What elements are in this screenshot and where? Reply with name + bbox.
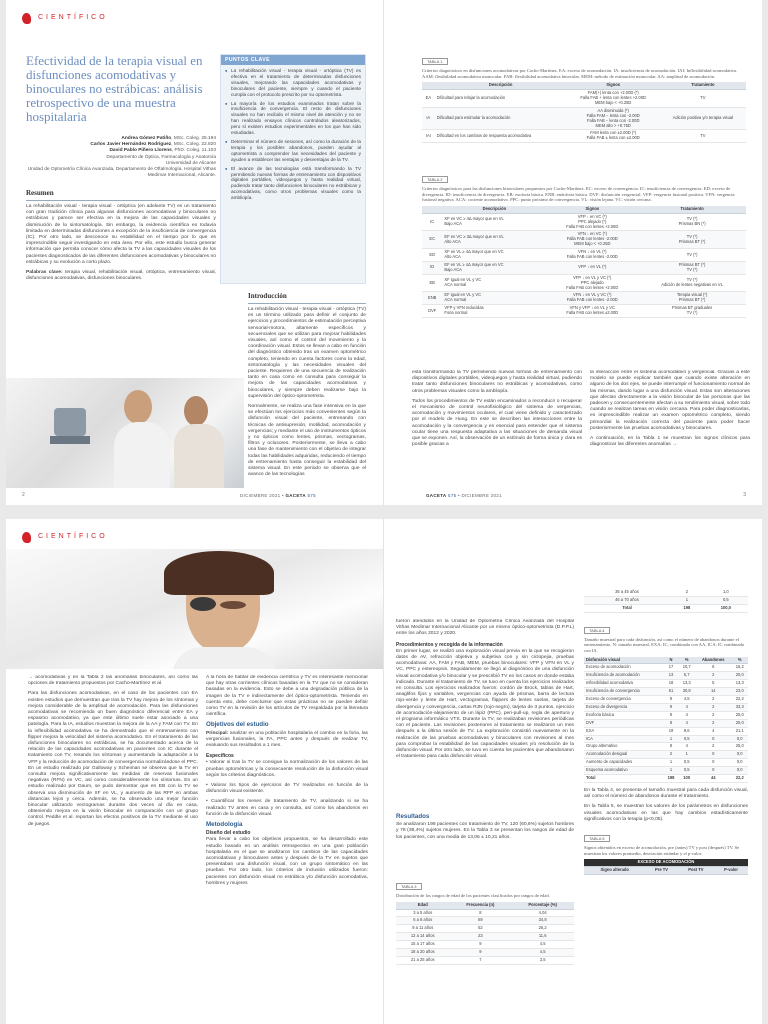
results-heading: Resultados — [396, 813, 430, 820]
table-cell: TV (*) — [638, 249, 746, 262]
table-cell: 0,0 — [731, 735, 748, 743]
table-cell: 1 — [664, 735, 679, 743]
table-cell: VFN ↓ en VL (*) Falla FAB con lentes -2.00D — [546, 249, 638, 262]
spread-pages-2-3 — [6, 0, 762, 505]
table-cell: 44 — [695, 775, 732, 783]
table-cell: 0,0 — [731, 751, 748, 759]
table-cell: Dificultad para relajar la acomodación — [435, 90, 567, 108]
table-1-caption: Criterios diagnósticos en disfunciones acomodativas por Cacho-Martínez. EA: exceso de acomodación. IA: insuficiencia de acomodación. IAI: Inflexibilidad acomodativa. AAM: flexibilidad acomodativa monocular. FAB: flexibilidad acomodativa binocular. MEM: método de estimación monocular. AA: amplitud de acomodación. — [422, 68, 738, 79]
table-row — [422, 261, 746, 274]
page-gutter — [383, 0, 384, 505]
table-2-grid — [422, 206, 746, 318]
table-cell: 23 — [450, 933, 512, 941]
affiliation-3: Unidad de Optometría Clínica Avanzada, Departamento de Oftalmología. Hospital Vithas Medimar Internacional, Alicante. — [27, 167, 216, 178]
key-points-heading: PUNTOS CLAVE — [221, 55, 365, 65]
intro-paragraph: está transformando la TV permitiendo nuevas formas de entrenamiento con dispositivos digitales portátiles, videojuegos y hasta realidad virtual, pudiendo tratar tanto disfunciones binoculares no estrábicas y acomodativas, como otros problemas visuales como la ambliopía. — [412, 370, 582, 394]
table-3-continuation — [584, 589, 748, 613]
table-cell: VFP ↓ en VL y VC (*) PPC alejado Falla FAB con lentes +2.00D — [546, 274, 638, 292]
spread-pages-4-5 — [6, 519, 762, 1024]
table-cell: Terapia visual (*) Prismas BT (*) — [638, 292, 746, 305]
table-cell: 22,2 — [731, 775, 748, 783]
table-cell: 9,6 — [678, 727, 694, 735]
table-cell: 0 — [695, 767, 732, 775]
table-row — [584, 672, 748, 680]
table-cell: IAI — [422, 130, 435, 143]
table-5-caption: Signos obtenidos en exceso de acomodación, pre (antes) TV y post (después) TV. Se muestran los valores promedio, desviación estándar y el p-valor. — [584, 845, 740, 856]
table-5-header-row: Signo alterado Pre TV Post TV P-valor — [584, 867, 748, 875]
table-row — [584, 596, 748, 604]
table-4-grid — [584, 657, 748, 784]
table-cell: Total — [584, 604, 670, 612]
table-cell: Prismas BT (*) TV (*) — [638, 261, 746, 274]
intro-paragraph: Todos los procedimientos de TV están encaminados a reconducir o recuperar el mecanismo de control neurofisiológico del sistema de vergencias, acomodación y movimientos oculares, el cual viene definido y caracterizado por el modelo de Hung. En este se describen las interacciones entre la acomodación y la convergencia y es esencial para entender que el sistema ocular tiene una respuesta adaptativa a las situaciones de demanda visual que se exponen. Así, la observación de un estímulo de forma única y clara es posible gracias a — [412, 398, 582, 448]
objective-principal: Principal: analizar en una población hospitalaria el cambio en la foria, las vergencias fusionales, la FA, PPC antes y después de realizar TV, evaluando sus resultados a 1 mes. — [206, 730, 368, 749]
table-cell: IA — [422, 107, 435, 130]
optometry-clinic-photo — [6, 378, 244, 488]
body-paragraph: Para las disfunciones acomodativas, en el caso de los pacientes con EA existen estudios que demuestran que tras la TV hay mejora de los síntomas y mejora considerable de la amplitud de acomodación. Para las disfunciones acomodativas se recomienda un buen diagnóstico diferencial entre EA y espasmo acomodativo, ya que este último suele estar asociado a una patología. Para la IA, estudios muestran la mejora de la AA y FAM con TV. En la inflexibilidad acomodativa se ha demostrado que el entrenamiento con flipper mejora la velocidad del sistema acomodativo. En el tratamiento de las disfunciones binoculares no estrábicas, se ha documentado acerca de la relación de las capacidades acomodativas en pacientes con IC durante el tratamiento con TV, resando los síntomas y aumentando la adaptación a la VFP y la reducción de acomodación de convergencia normalizándose el PPC. En un estudio realizado por Galloway y Scheiman se observa que la TV en consulta mejora significativamente las medidas de reservas fusionales negativas (RFN) en VC, así como considerablemente los síntomas. En un estudio realizado por Daum, se pudo demostrar que en EB con la TV se observa una disminución de XF en VL, y aumento de las RFP en ambas distancias lejos y cerca. Además, se ha observado una mejor función binocular utilizando vectogramas durante dos veces al día en casa, obteniendo mejora en la visión binocular en comparación con un grupo control. Peddle et al. reportan los efectos positivos de la TV mediante el uso de juegos. — [28, 691, 198, 827]
table-cell: EB — [422, 274, 442, 292]
specific-objective: • Cuantificar los meses de tratamiento de TV, analizando si se ha realizado TV antes en casa y en consulta, así como los abandonos en función de la disfunción visual. — [206, 799, 368, 817]
table-cell: 9 — [450, 949, 512, 957]
table-2-caption: Criterios diagnósticos para las disfunciones binoculares propuestos por Cacho-Martínez. EC: exceso de convergencia. IC: insuficiencia de convergencia. ED: exceso de divergencia. ID: insuficiencia de divergencia. EB: exoforia básica. ENB: endoforia básica. DVF: disfunción vergencial. VFP: vergencia fusional positiva. VFN: vergencia fusional negativa. ACA: cociente acomodativo. PPC: punto próximo de convergencia. VL: visión lejana. VC: visión cercana. — [422, 186, 735, 203]
methodology-heading: Metodología — [206, 821, 243, 829]
table-cell: 35 a 45 años — [584, 589, 670, 596]
table-cell: 100 — [678, 775, 694, 783]
table-row — [584, 759, 748, 767]
table-cell: VFN ↓ en VC (*) Falla FAB con lentes -2.00D MEM bajo < +0.25D — [546, 231, 638, 249]
table-cell: 4,5 — [511, 949, 574, 957]
intro-heading: Introducción — [248, 292, 287, 300]
table-cell: 61 — [664, 688, 679, 696]
table-cell: 2 — [695, 696, 732, 704]
table-4-header-row: Disfunción visual N % Abandonos % — [584, 657, 748, 664]
table-cell: 0,5 — [678, 735, 694, 743]
table-cell: 1 — [678, 751, 694, 759]
table-cell: Exceso de divergencia — [584, 703, 664, 711]
table-3-caption: Distribución de los rangos de edad de los pacientes clasificados por rangos de edad. — [396, 893, 550, 898]
continue-arrow-icon: → — [672, 442, 677, 448]
brand-mark-icon — [22, 532, 31, 543]
table-row — [422, 130, 746, 143]
table-cell: Exceso de acomodación — [584, 664, 664, 672]
brand-name: CIENTÍFICO — [38, 14, 108, 21]
table-3-body — [396, 909, 574, 964]
table-row — [422, 305, 746, 318]
table-5-group-row: EXCESO DE ACOMODACIÓN — [584, 859, 748, 866]
table-cell: EF igual en VL y VC ACA normal — [442, 292, 546, 305]
table-cell: 69 — [450, 917, 512, 925]
resumen-heading: Resumen — [26, 189, 54, 197]
table-2-header-row: Descripción Signos Tratamiento — [422, 206, 746, 213]
table-cell: 25,0 — [731, 719, 748, 727]
page-number-3: 3 — [743, 492, 746, 498]
table-row — [584, 727, 748, 735]
table-cell: FAM(+) lenta con +2.00D (*) Falla FAB + lenta con lentes +2.00D MEM bajo < +0.25D — [567, 90, 660, 108]
table-1-label: TABLA 1 — [422, 58, 448, 65]
table-row — [396, 956, 574, 964]
page5-column-2 — [584, 589, 748, 1019]
table-row — [584, 711, 748, 719]
table-cell: 11,6 — [511, 933, 574, 941]
table-row — [396, 933, 574, 941]
footer-left: DICIEMBRE 2021 • GACETA 575 — [240, 493, 316, 498]
table-cell: VFN ↓ en VL y VC (*) Falla FAB con lentes -2.00D — [546, 292, 638, 305]
table-cell: 26,2 — [511, 925, 574, 933]
body-paragraph: A la hora de hablar de evidencia científica y TV es interesante mencionar que hay otras corrientes clínicas basadas en la TV que no se consideran basadas en la evidencia. Esto se debe a una degradación pública de la imagen de la TV e indirectamente del óptico-optometrista. Teniendo en cuenta esto, debe concluirse que estas prácticas no se pueden definir como TV en la revisión de los artículos de TV respaldada por la literatura científica. — [206, 675, 368, 718]
table-cell: FAM lenta con ±2.00D (*) Falla FAB ± lenta con ±2.00D — [567, 130, 660, 143]
table-cell: 9 — [664, 696, 679, 704]
page3-column-1 — [412, 370, 582, 486]
table-cell: 198 — [664, 775, 679, 783]
table-cell: 2 — [664, 751, 679, 759]
table-cell: 46 a 70 años — [584, 596, 670, 604]
table-cell: 2 — [670, 589, 704, 596]
key-point: ● El avance de las tecnologías está transformando la TV permitiendo nuevas formas de entrenamiento con dispositivos digitales portátiles, videojuegos y hasta realidad virtual, pudiendo tratar tanto disfunciones binoculares no estrábicas y acomodativas, como otros problemas visuales como la ambliopía. — [225, 166, 361, 201]
eye-exam-photo — [6, 549, 383, 669]
table-cell: 4,5 — [511, 941, 574, 949]
table-cell: 8 — [664, 743, 679, 751]
table-cell: Grupo alternativo — [584, 743, 664, 751]
table-cell: 9 — [450, 941, 512, 949]
table-2-label: TABLA 2 — [422, 176, 448, 183]
table-cell: Exoforia básica — [584, 711, 664, 719]
body-paragraph: → acomodativas y en la Tabla 2 las anomalías binoculares, así como las opciones de tratamiento propuestos por Cacho-Martínez et al. — [28, 675, 198, 687]
table-row — [584, 703, 748, 711]
table-cell: 4,5 — [678, 696, 694, 704]
table-1-grid — [422, 82, 746, 143]
table-row — [422, 231, 746, 249]
table-row — [422, 90, 746, 108]
table-cell: 0 — [695, 751, 732, 759]
table-cell: 16,2 — [731, 664, 748, 672]
table-cell: 4,04 — [511, 909, 574, 917]
table-cell: Aumento de capacidades — [584, 759, 664, 767]
table-cell: 3,5 — [511, 956, 574, 964]
table-cell: EF en VC ≥ 3Δ mayor que en VL Alto ACA — [442, 231, 546, 249]
table-cell: 2 — [695, 743, 732, 751]
table-cell: 0,0 — [731, 759, 748, 767]
intro-column — [248, 292, 366, 482]
table-5 — [584, 827, 748, 875]
intro-rule — [248, 303, 366, 304]
table-cell: EC — [422, 231, 442, 249]
table-4-label: TABLA 4 — [584, 627, 610, 634]
intro-paragraph: A continuación, en la Tabla 1 se muestran los signos clínicos para diagnosticar las diferentes anomalías → — [590, 436, 750, 448]
table-2 — [422, 168, 746, 368]
table-cell: ICA — [584, 735, 664, 743]
table-3-grid — [396, 902, 574, 965]
table-cell: Inflexibilidad acomodativa — [584, 680, 664, 688]
table-cell: 18 — [664, 680, 679, 688]
table-cell: 6 — [695, 664, 732, 672]
table-cell: 18 a 20 años — [396, 949, 450, 957]
table-cell: VFN y VFP ↓ en VL y VC Falla FAB con lentes ±2.00D — [546, 305, 638, 318]
table-cell: 2 — [695, 703, 732, 711]
table-cell: 8 — [664, 719, 679, 727]
table-cell: 0,5 — [678, 759, 694, 767]
article-header — [26, 54, 216, 354]
key-point: ● Determinar el número de sesiones, así como la duración de la terapia y los posibles abandonos, pueden ayudar al optometrista a comprender las necesidades del paciente y ayuden a establecer las ventajas y desventajas de la TV. — [225, 139, 361, 163]
page5-column-1 — [396, 619, 574, 809]
table-cell: 9 — [664, 703, 679, 711]
table-cell: ENB — [422, 292, 442, 305]
table-cell: 0 — [695, 759, 732, 767]
table-cell: 13 — [664, 672, 679, 680]
table-cell: 34,8 — [511, 917, 574, 925]
table-cell: Dificultad en los cambios de respuesta acomodativa — [435, 130, 567, 143]
table-cell: DVF — [584, 719, 664, 727]
table-row — [422, 107, 746, 130]
table-cell: TV (*) Prismas BT (*) — [638, 231, 746, 249]
table-cell: VFP ↓ en VL (*) — [546, 261, 638, 274]
table-cell: 4 — [678, 703, 694, 711]
intro-paragraph: La rehabilitación visual - terapia visual - ortóptica (TV) es un término utilizado para definir el conjunto de ejercicios y procedimientos de estimulación perceptiva sensorial-motora, altamente específicos y secuenciales que se utilizan para mejorar habilidades visuales, así como el control del movimiento y la coordinación visual. Estos se llevan a cabo en función del diagnóstico obtenido tras un examen optométrico completo, teniendo en cuenta factores como la edad, sintomatología y las necesidades visuales del paciente. Requieren de una secuencia de realización tanto en casa como en consulta para conseguir la mejora de las capacidades acomodativas y binoculares, y siempre deben realizarse bajo la supervisión del óptico-optometrista. — [248, 307, 366, 399]
table-cell: 10,7 — [678, 664, 694, 672]
table-row — [584, 735, 748, 743]
table-cell: 0,5 — [678, 767, 694, 775]
table-row — [422, 213, 746, 231]
table-cell: IC — [422, 213, 442, 231]
table-cell: 1 — [670, 596, 704, 604]
body-paragraph: Para llevar a cabo los objetivos propuestos, se ha desarrollado este estudio basado en un análisis retrospectivo en una gran población hospitalaria en el que se analizaron los cambios de las capacidades acomodativas y binoculares antes y después de la TV en sujetos que presentaban una disfunción visual, con un grupo sintomático en las pruebas. Por otro lado, los criterios de inclusión utilizados fueron: pacientes con disfunción visual no estrábica y/o disfunción acomodativa, hombres y mujeres — [206, 837, 368, 886]
table-cell: Insuficiencia de acomodación — [584, 672, 664, 680]
table-cell: 3 a 5 años — [396, 909, 450, 917]
table-row — [396, 909, 574, 917]
table-cell: Acomodación desigual — [584, 751, 664, 759]
table-cell: 21,1 — [731, 727, 748, 735]
results-section — [396, 811, 574, 871]
intro-paragraph: la interacción entre el sistema acomodativo y vergencial. Gracias a este modelo se puede explicar también que cuando existe alteración en alguno de los dos ejes, se puede interrumpir el funcionamiento normal de las mismas, dando lugar a una disfunción visual. Estas son alteraciones que afectan directamente a la visión binocular de las personas que las padecen y consecuentemente afectan a su rendimiento visual, sobre todo cuando se realizan tareas en visión cercana. Para poder diagnosticarlas, es imprescindible realizar un examen optométrico completo, siendo primordial la realización correcta del paciente para poder hacer posteriormente las pruebas acomodativas y binoculares. — [590, 370, 750, 431]
table-2-body — [422, 213, 746, 317]
table-row — [584, 696, 748, 704]
table-cell: VFP ↓ en VC (*) PPC alejado (*) Falla FAB con lentes +2.00D — [546, 213, 638, 231]
table-cell: 52 — [450, 925, 512, 933]
table-cell: 21 a 25 años — [396, 956, 450, 964]
table-cell: 0 — [695, 735, 732, 743]
brand-mark-icon — [22, 13, 31, 24]
specific-objective: • Valorar si tras la TV se consigue la normalización de los valores de las pruebas optométricas y la consecuente resolución de la disfunción visual según los criterios diagnósticos. — [206, 760, 368, 778]
affiliation-1: Departamento de Óptica, Farmacología y Anatomía — [106, 155, 216, 160]
table-4-caption: Tamaño muestral para cada disfunción, así como el número de abandonos durante el entrenamiento. N: tamaño muestral, EXA: IC, combinada con AA, ICA: IC combinada con IA. — [584, 636, 744, 653]
table-cell: 12 a 14 años — [396, 933, 450, 941]
table-row — [584, 688, 748, 696]
author-2: Carlos Javier Hernández Rodríguez, MSc. Coleg. 22.820 — [90, 142, 216, 147]
table-1-body — [422, 90, 746, 143]
table-cell: 1 — [664, 767, 679, 775]
table-cell: 1 — [664, 759, 679, 767]
table-3 — [396, 875, 574, 1021]
table-cell: Total — [584, 775, 664, 783]
table-4-body — [584, 664, 748, 783]
table-cell: 13,3 — [678, 680, 694, 688]
table-cell: 4 — [695, 727, 732, 735]
table-cell: 9 a 11 años — [396, 925, 450, 933]
table-cell: 4 — [678, 743, 694, 751]
table-cell: 2 — [695, 672, 732, 680]
table-cell: 25,0 — [731, 743, 748, 751]
table-cell: 19 — [664, 727, 679, 735]
table-3-label: TABLA 3 — [396, 883, 422, 890]
page4-column-2 — [206, 675, 368, 1015]
table-cell: XF en VL ≥ 4Δ mayor que en VC Alto ACA — [442, 249, 546, 262]
table-cell: ED — [422, 249, 442, 262]
table-cell: TV (*) Adición de lentes negativas en VL — [638, 274, 746, 292]
table-row — [584, 719, 748, 727]
table-cell: 14 — [695, 688, 732, 696]
table-row — [396, 917, 574, 925]
key-points-box — [220, 54, 366, 284]
table-cell: EF en VL ≥ 4Δ mayor que en VC Bajo ACA — [442, 261, 546, 274]
table-cell: 0,0 — [731, 767, 748, 775]
table-row — [584, 743, 748, 751]
design-subheading: Diseño del estudio — [206, 830, 251, 837]
table-row — [396, 949, 574, 957]
table-cell: 13,3 — [731, 680, 748, 688]
table-cell: ID — [422, 261, 442, 274]
table-cell: 8 — [450, 909, 512, 917]
table-row — [584, 664, 748, 672]
author-1: Andrea Gómez Patiño, MSc. Coleg. 25.194 — [121, 136, 216, 141]
footer-right: GACETA 575 • DICIEMBRE 2021 — [426, 493, 502, 498]
resumen-rule — [26, 200, 216, 201]
table-row — [422, 249, 746, 262]
table-row — [422, 274, 746, 292]
keywords-line: Palabras clave: terapia visual, rehabilitación visual, ortóptica, entrenamiento visual, disfunciones acomodativas, disfunciones binoculares. — [26, 270, 216, 282]
table-row — [584, 751, 748, 759]
table-cell: Dificultad para estimular la acomodación — [435, 107, 567, 130]
table-cell: Adición positiva y/o terapia visual — [660, 107, 746, 130]
table-cell: 20,0 — [731, 672, 748, 680]
table-cell: 6 a 8 años — [396, 917, 450, 925]
table-cell: 5 — [695, 680, 732, 688]
table-cell: 33,3 — [731, 703, 748, 711]
authors-block — [26, 136, 216, 179]
table-cell: Insuficiencia de convergencia — [584, 688, 664, 696]
table-cell: 2 — [695, 711, 732, 719]
table-cell: VFP y VFN reducidas Foria normal — [442, 305, 546, 318]
table-cell: 4 — [678, 719, 694, 727]
article-title: Efectividad de la terapia visual en disfunciones acomodativas y binoculares no estrábicas: análisis retrospectivo de una muestra hospitalaria — [26, 54, 203, 124]
table-row — [584, 604, 748, 612]
objectives-heading: Objetivos del estudio — [206, 721, 269, 729]
table-cell: 7 — [450, 956, 512, 964]
intro-paragraph: Normalmente, se realiza una fase intensiva en la que se efectúan los ejercicios más convenientes según la disfunción visual del paciente, entrenando con técnicas de antisupresión, motilidad, acomodación y vergencias; y mediante el uso de instrumentos ópticos y no ópticos como lentes, prismas, vectogramas, filtros y oclusores. Posteriormente, se lleva a cabo una fase de mantenimiento con el objetivo de integrar todas las habilidades adquiridas, reduciendo el tiempo de entrenamiento hasta conseguir la estabilidad del sistema visual. En este periodo se observa que el avance de las tecnologías — [248, 404, 366, 478]
table-cell: 17 — [664, 664, 679, 672]
table-cell: Esquema acomodativo — [584, 767, 664, 775]
body-paragraph: Se analizaron 198 pacientes con tratamiento de TV, 120 (60,6%) sujetos hombres y 78 (39,4%) sujetos mujeres. En la Tabla 3 se presentan los rangos de edad de los pacientes, con una media de 13,06 ± 10,21 años. — [396, 822, 574, 840]
table-cell: 198 — [670, 604, 704, 612]
page-number-2: 2 — [22, 492, 25, 498]
key-point: ● La rehabilitación visual - terapia visual - ortóptica (TV) es efectiva en el tratamiento de determinadas disfunciones visuales, mejorando las capacidades acomodativas y binoculares del paciente, siempre y cuando el paciente cumpla con el protocolo prescrito por su optometrista. — [225, 68, 361, 98]
table-cell: 100,0 — [704, 604, 748, 612]
key-points-list — [221, 65, 365, 207]
specific-objective: • Valorar los tipos de ejercicios de TV realizados en función de la disfunción visual existente. — [206, 783, 368, 795]
table-cell: DVF — [422, 305, 442, 318]
table-cell: XF igual en VL y VC ACA normal — [442, 274, 546, 292]
page-gutter — [383, 519, 384, 1024]
page4-column-1 — [28, 675, 198, 1015]
procedures-heading: Procedimientos y recogida de la información — [396, 641, 503, 648]
table-cell: 5,7 — [678, 672, 694, 680]
page5-text-after-table4 — [584, 788, 748, 823]
table-cell: 23,0 — [731, 688, 748, 696]
body-paragraph: En la Tabla 4, se presenta el tamaño muestral para cada disfunción visual, así como el número de abandonos durante el tratamiento. — [584, 788, 748, 800]
table-cell: 1,0 — [704, 589, 748, 596]
table-1-header-row: Descripción Signos Tratamiento — [422, 82, 746, 89]
table-cell: TV — [660, 130, 746, 143]
table-row — [584, 775, 748, 783]
table-cell: 0,5 — [704, 596, 748, 604]
table-cell: 25,0 — [731, 711, 748, 719]
table-cell: Exceso de convergencia — [584, 696, 664, 704]
table-5-grid — [584, 859, 748, 875]
table-cell: Prismas BT graduales TV (*) — [638, 305, 746, 318]
specific-objectives-heading: Específicos — [206, 753, 234, 760]
table-cell: AA disminuida (*) Falla FAM − lenta con -2.00D Falla FAB − lenta con -2.00D MEM alto > +0.75D — [567, 107, 660, 130]
table-cell: 15 a 17 años — [396, 941, 450, 949]
table-cell: 30,8 — [678, 688, 694, 696]
author-3: David Pablo Piñero Llorens, PhD. Coleg. 11.103 — [109, 148, 216, 153]
table-row — [584, 767, 748, 775]
body-paragraph: En primer lugar, se realizó una exploración visual previa en la que se recogieron datos de AV, refracción objetiva y subjetiva con y sin ciclopejia, pruebas acomodativas: AA, FAM y FAB, MEM, pruebas binoculares: VFP y VFN en VL y VC, PPC y estereopsis. Seguidamente se llegó al diagnóstico de una disfunción visual acomodativa y/o binocular y se prescribió TV en los casos en donde estaba indicado. Durante el tratamiento de TV, se tuvo en cuenta los ejercicios realizados en consulta. Los ejercicios realizados fueron: cordón de Brock, tablas de Hart, anaglifos fijos y variables, vergencias con ayuda de prismas, barra de lectura rojo-verde y lente de Hart, vectogramas, flippers de lentes suelas, tarjeta de divergencia y convergencia, cartas RJN (rojo-negro), tarjeta de 3 puntos, ejercicio de acomodación-alejamiento de un lápiz (PPC), peri-pull-up, regla de apertura y el programa informático VTS. Durante la TV, se realizaban revisiones periódicas con el paciente. Las revisiones posteriores al tratamiento se realizaron un mes después a la última sesión de TV. La exploración consistió nuevamente en la realización de las pruebas acomodativas y binoculares con revisiones al mes para comprobar la estabilidad de las capacidades visuales y/o resolución de la disfunción visual. Por otro lado, se tuvo en cuenta los pacientes que abandonaron el tratamiento para cada disfunción visual. — [396, 648, 574, 760]
table-row — [584, 589, 748, 596]
table-cell: 22,2 — [731, 696, 748, 704]
table-cell: TV — [660, 90, 746, 108]
table-row — [396, 925, 574, 933]
table-cell: 2 — [695, 719, 732, 727]
table-5-label: TABLA 5 — [584, 835, 610, 842]
table-row — [422, 292, 746, 305]
table-cell: EXA — [584, 727, 664, 735]
table-3-header-row: Edad Frecuencia (n) Porcentaje (%) — [396, 902, 574, 909]
continue-arrow-icon: → — [28, 675, 33, 680]
page3-column-2 — [590, 370, 750, 486]
table-cell: 8 — [664, 711, 679, 719]
table-cell: XF en VC ≥ 4Δ mayor que en VL Bajo ACA — [442, 213, 546, 231]
body-paragraph: fueron atendidos en la Unidad de Optometría Clínica Avanzada del Hospital Vithas Medimar Internacional Alicante por un mismo óptico-optometrista (D.P.P.L) entre los años 2012 y 2020. — [396, 619, 574, 637]
table-row — [584, 680, 748, 688]
affiliation-2: Universidad de Alicante — [165, 161, 216, 166]
table-cell: 4 — [678, 711, 694, 719]
brand-name: CIENTÍFICO — [38, 533, 108, 540]
table-row — [396, 941, 574, 949]
key-point: ● La mayoría de los estudios examinados tratan sobre la insuficiencia de convergencia. El resto de disfunciones visuales no han recibido el mismo nivel de atención y no se han realizado ensayos clínicos controlados aleatorizados, pero sí existen estudios experimentales en los que han sido estudiadas. — [225, 101, 361, 136]
body-paragraph: En la Tabla 5, se muestran los valores de los parámetros en disfunciones visuales acomodativas en las que hay cambios estadísticamente significativos con la terapia (p<0,05). — [584, 804, 748, 822]
table-cell: TV (*) Prismas BN (*) — [638, 213, 746, 231]
resumen-text: La rehabilitación visual - terapia visual - ortóptica (en adelante TV) es un tratamiento con gran tradición clínica para algunas disfunciones acomodativas y binoculares no estrábicas y parece ser efectiva en la mejora de las capacidades visuales y disminución de la sintomatología. Sin embargo, la evidencia científica es todavía limitada en determinadas disfunciones a excepción de la insuficiencia de convergencia (IC). Por otro lado, se desconoce su estabilidad en el tiempo por lo que es imprescindible seguir investigando en esta área. Por ello, este estudio busca generar información que permita conocer cómo afecta la TV a las capacidades visuales de los pacientes diagnosticados de las diferentes disfunciones acomodativas y binoculares no estrábicas y su evolución a corto plazo. — [26, 204, 216, 265]
table-1 — [422, 50, 746, 160]
table-cell: EA — [422, 90, 435, 108]
resumen-section — [26, 189, 216, 282]
